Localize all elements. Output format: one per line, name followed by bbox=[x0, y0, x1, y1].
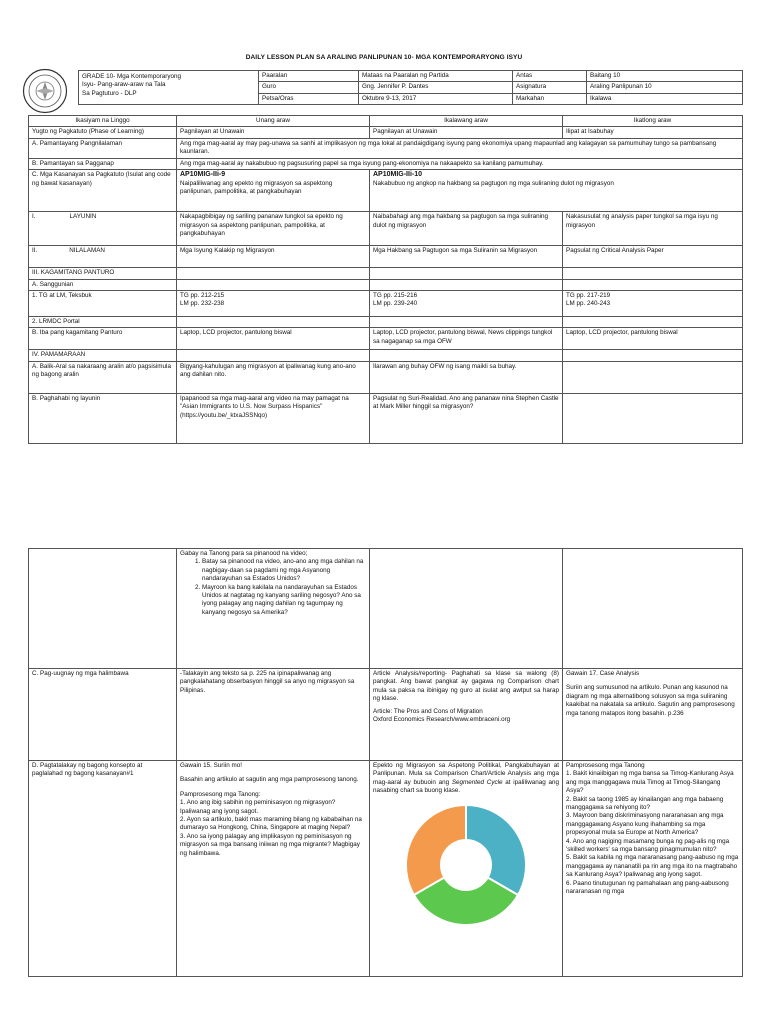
document-title: DAILY LESSON PLAN SA ARALING PANLIPUNAN 10- MGA KONTEMPORARYONG ISYU bbox=[245, 54, 523, 61]
cell: Ilarawan ang buhay OFW ng isang maikli sa buhay. bbox=[370, 361, 563, 393]
cell bbox=[177, 279, 370, 290]
article-analysis-text: Article Analysis/reporting- Paghahati sa klase sa walong (8) pangkat. Ang bawat pangkat ay gagawa ng Comparison chart mula sa paksa na ibinigay ng guro at isulat ang awtput sa harap ng klase. bbox=[373, 670, 559, 703]
lesson-plan-table-continued bbox=[28, 548, 743, 977]
table-row bbox=[29, 170, 743, 212]
row-label: B. Paghahabi ng layunin bbox=[29, 393, 177, 443]
cell bbox=[563, 761, 743, 977]
table-row bbox=[29, 328, 743, 350]
table-row bbox=[29, 158, 743, 169]
list-item: 5. Bakit sa kabila ng mga nararanasang pang-aabuso ng mga manggagawa ay nananatili pa rin ang mga ito na magtrabaho sa Kanlurang Asya? Ipaliwanag ang iyong sagot. bbox=[566, 854, 739, 879]
week-label: Ikasiyam na Linggo bbox=[29, 116, 177, 127]
cell: Ipapanood sa mga mag-aaral ang video na may pamagat na "Asian Immigrants to U.S. Now Surpass Hispanics" (https://youtu.be/_ktxaJSSNqo) bbox=[177, 393, 370, 443]
row-label: A. Balik-Aral sa nakaraang aralin at/o pagsisimula ng bagong aralin bbox=[29, 361, 177, 393]
header-label: Paaralan bbox=[259, 71, 359, 82]
row-label: B. Iba pang kagamitang Panturo bbox=[29, 328, 177, 350]
cell bbox=[177, 291, 370, 317]
text-part: Epekto ng Migrasyon sa Aspetong Politikal, Pangkabuhayan at Panlipunan. Mula sa Comparison Chart/Article Analysis ang mga mag-aaral ay bubuoin ang bbox=[373, 762, 559, 786]
table-row bbox=[29, 761, 743, 977]
header-label: Guro bbox=[259, 82, 359, 93]
table-row bbox=[29, 361, 743, 393]
day-1-header: Unang araw bbox=[177, 116, 370, 127]
reference-line: TG pp. 215-216 bbox=[373, 292, 418, 300]
day-3-header: Ikatlong araw bbox=[563, 116, 743, 127]
row-number: II. bbox=[32, 247, 38, 255]
list-item: 1. Bakit kinaiibigan ng mga bansa sa Timog-Kanlurang Asya ang mga manggagawa mula Timog at Timog-Silangang Asya? bbox=[566, 770, 734, 795]
header-label: Petsa/Oras bbox=[259, 93, 359, 104]
row-label: Yugto ng Pagkatuto (Phase of Learning) bbox=[29, 127, 177, 138]
reference-line: TG pp. 212-215 bbox=[180, 292, 225, 300]
article-title: Article: The Pros and Cons of Migration bbox=[373, 707, 483, 715]
header-label: Markahan bbox=[513, 93, 587, 104]
header-value: Mataas na Paaralan ng Partida bbox=[359, 71, 513, 82]
row-title: NILALAMAN bbox=[69, 247, 105, 255]
table-row bbox=[29, 138, 743, 158]
cell bbox=[370, 669, 563, 761]
cell bbox=[370, 291, 563, 317]
activity-text: Basahin ang artikulo at sagutin ang mga pamprosesong tanong. bbox=[180, 776, 359, 784]
header-value: Ikalawa bbox=[587, 93, 743, 104]
row-label: IV. PAMAMARAAN bbox=[29, 350, 177, 361]
table-row bbox=[29, 127, 743, 138]
cell bbox=[563, 291, 743, 317]
cell bbox=[370, 350, 563, 361]
day-2-header: Ikalawang araw bbox=[370, 116, 563, 127]
table-row bbox=[29, 212, 743, 246]
cell bbox=[563, 317, 743, 328]
segmented-cycle-text bbox=[373, 762, 559, 796]
row-label: B. Pamantayan sa Pagganap bbox=[29, 158, 177, 169]
row-label: C. Pag-uugnay ng mga halimbawa bbox=[29, 669, 177, 761]
activity-title: Gawain 17. Case Analysis bbox=[566, 670, 640, 677]
row-label: III. KAGAMITANG PANTURO bbox=[29, 268, 177, 279]
table-row bbox=[29, 291, 743, 317]
header-grade-line: Isyu- Pang-araw-araw na Tala bbox=[82, 81, 166, 89]
cell bbox=[563, 669, 743, 761]
header-value: Baitang 10 bbox=[587, 71, 743, 82]
cell bbox=[563, 268, 743, 279]
cell bbox=[370, 317, 563, 328]
reference-line: LM pp. 240-243 bbox=[566, 300, 611, 308]
activity-text: Suriin ang sumusunod na artikulo. Punan ang kasunod na diagram ng mga alternatibong solusyon sa mga suliraning kaakibat na nakatala sa artikulo. Sagutin ang pamprosesong mga tanong matapos itong basahin. p.236 bbox=[566, 684, 735, 717]
deped-seal bbox=[22, 68, 68, 114]
header-grade-line: Sa Pagtuturo - DLP bbox=[82, 89, 137, 97]
header-label: Asignatura bbox=[513, 82, 587, 93]
cell: Nakapagbibigay ng sariling pananaw tungkol sa epekto ng migrasyon sa aspektong panlipunan, pampolitika, at pangkabuhayan bbox=[177, 212, 370, 246]
cell bbox=[177, 317, 370, 328]
text-part-italic: Segmented Cycle bbox=[451, 778, 503, 786]
table-row bbox=[29, 393, 743, 443]
table-row bbox=[29, 317, 743, 328]
cell: Nakasusulat ng analysis paper tungkol sa mga isyu ng migrasyon bbox=[563, 212, 743, 246]
cell bbox=[177, 170, 370, 212]
row-label: A. Pamantayang Pangnilalaman bbox=[29, 138, 177, 158]
table-row bbox=[29, 350, 743, 361]
lesson-plan-table bbox=[28, 115, 743, 444]
list-item: 1. Batay sa pinanood na video, ano-ano ang mga dahilan na nagbigay-daan sa pagdami ng mga Asyanong nandarayuhan sa Estados Unidos? bbox=[202, 558, 366, 583]
cell: Ang mga mag-aaral ay nakabubuo ng pagsusuring papel sa mga isyung pang-ekonomiya na nakaapekto sa kanilang pamumuhay. bbox=[177, 158, 743, 169]
competency-text: Nakabubuo ng angkop na hakbang sa pagtugon ng mga suliraning dulot ng migrasyon bbox=[373, 179, 614, 187]
header-label: Antas bbox=[513, 71, 587, 82]
row-label: C. Mga Kasanayan sa Pagkatuto (Isulat ang code ng bawat kasanayan) bbox=[29, 170, 177, 212]
cell bbox=[177, 350, 370, 361]
questions-heading: Pamprosesong mga Tanong: bbox=[180, 790, 261, 798]
guide-intro: Gabay na Tanong para sa pinanood na video; bbox=[180, 550, 308, 557]
table-row bbox=[29, 246, 743, 268]
cell: Pagsulat ng Critical Analysis Paper bbox=[563, 246, 743, 268]
row-label: 2. LRMDC Portal bbox=[29, 317, 177, 328]
segmented-cycle-diagram bbox=[401, 800, 531, 930]
article-source: Oxford Economics Research/www.embraceni.org bbox=[373, 716, 511, 724]
cell bbox=[177, 549, 370, 669]
header-grade-cell bbox=[79, 71, 259, 105]
cell: Mga Hakbang sa Pagtugon sa mga Suliranin sa Migrasyon bbox=[370, 246, 563, 268]
cell: Pagnilayan at Unawain bbox=[370, 127, 563, 138]
row-label: 1. TG at LM, Teksbuk bbox=[29, 291, 177, 317]
cell: Bigyang-kahulugan ang migrasyon at ipaliwanag kung ano-ano ang dahilan nito. bbox=[177, 361, 370, 393]
cell bbox=[563, 279, 743, 290]
header-value: Gng. Jennifer P. Dantes bbox=[359, 82, 513, 93]
list-item: 2. Ayon sa artikulo, bakit mas maraming bilang ng kababaihan na dumarayo sa Hongkong, China, Singapore at maging Nepal? bbox=[180, 816, 362, 832]
cell bbox=[177, 268, 370, 279]
text-part: at ipaliliwanag ang nasabing chart sa buong klase. bbox=[373, 778, 560, 795]
row-label bbox=[29, 549, 177, 669]
guide-questions bbox=[180, 558, 366, 617]
cell bbox=[563, 361, 743, 393]
reference-line: LM pp. 232-238 bbox=[180, 300, 225, 308]
cell: Naibabahagi ang mga hakbang sa pagtugon sa mga suliraning dulot ng migrasyon bbox=[370, 212, 563, 246]
activity-title: Gawain 15. Suriin mo! bbox=[180, 762, 242, 769]
table-row bbox=[29, 669, 743, 761]
list-item: 3. Mayroon bang diskriminasyong nararanasan ang mga manggagawang Asyano kung ihahambing sa mga propesyonal mula sa Europe at North America? bbox=[566, 812, 724, 837]
header-value: Oktubre 9-13, 2017 bbox=[359, 93, 513, 104]
table-row bbox=[29, 279, 743, 290]
cell bbox=[370, 170, 743, 212]
row-number: I. bbox=[32, 213, 36, 221]
cell bbox=[563, 549, 743, 669]
header-grade-line: GRADE 10- Mga Kontemporaryong bbox=[82, 73, 182, 80]
table-row bbox=[29, 268, 743, 279]
cell bbox=[563, 350, 743, 361]
table-row bbox=[29, 116, 743, 127]
cell: Pagsulat ng Suri-Realidad. Ano ang pananaw nina Stephen Castle at Mark Miller hinggil sa migrasyon? bbox=[370, 393, 563, 443]
list-item: 4. Ano ang nagiging masamang bunga ng pag-alis ng mga 'skilled workers' sa mga bansang pinagmumulan nito? bbox=[566, 837, 730, 854]
cell bbox=[370, 549, 563, 669]
header-table bbox=[78, 70, 743, 105]
cell: Laptop, LCD projector, pantulong biswal bbox=[177, 328, 370, 350]
list-item: 6. Paano tinutugunan ng pamahalaan ang pang-aabusong nararanasan ng mga bbox=[566, 879, 729, 896]
row-label: D. Pagtatalakay ng bagong konsepto at paglalahad ng bagong kasanayan#1 bbox=[29, 761, 177, 977]
competency-code: AP10MIG-IIi-10 bbox=[373, 171, 423, 179]
list-item: 2. Bakit sa taong 1985 ay kinailangan ang mga babaeng manggagawa sa rehiyong ito? bbox=[566, 795, 724, 812]
cell: Ang mga mag-aaral ay may pag-unawa sa sanhi at implikasyon ng mga lokal at pandaigdigang isyung pang ekonomiya upang mapaunlad ang kalagayan sa pamumuhay tungo sa pambansang kaunlaran. bbox=[177, 138, 743, 158]
reference-line: TG pp. 217-219 bbox=[566, 292, 611, 300]
cell bbox=[370, 268, 563, 279]
cell: Ilipat at Isabuhay bbox=[563, 127, 743, 138]
questions-heading: Pamprosesong mga Tanong bbox=[566, 762, 645, 769]
list-item: 3. Ano sa iyong palagay ang implikasyon ng peminisasyon ng migrasyon sa mga bansang iniiwan ng mga migrante? Magbigay ng halimbawa. bbox=[180, 832, 360, 857]
cell bbox=[177, 761, 370, 977]
competency-code: AP10MIG-IIi-9 bbox=[180, 171, 226, 179]
row-title: LAYUNIN bbox=[69, 213, 97, 221]
cell: -Talakayin ang teksto sa p. 225 na ipinapaliwanag ang pangkalahatang obserbasyon hinggil sa anyo ng migrasyon sa Pilipinas. bbox=[177, 669, 370, 761]
cell bbox=[370, 279, 563, 290]
reference-line: LM pp. 239-240 bbox=[373, 300, 418, 308]
cell bbox=[370, 761, 563, 977]
row-label bbox=[29, 212, 177, 246]
list-item: 1. Ano ang ibig sabihin ng peminisasyon ng migrasyon? Ipaliwanag ang iyong sagot. bbox=[180, 799, 336, 815]
row-label bbox=[29, 246, 177, 268]
competency-text: Naipaliliwanag ang epekto ng migrasyon sa aspektong panlipunan, pampolitika, at pangkabuhayan bbox=[180, 179, 333, 196]
table-row bbox=[29, 549, 743, 669]
row-label: A. Sanggunian bbox=[29, 279, 177, 290]
header-value: Araling Panlipunan 10 bbox=[587, 82, 743, 93]
cell: Laptop, LCD projector, pantulong biswal bbox=[563, 328, 743, 350]
cell: Laptop, LCD projector, pantulong biswal, News clippings tungkol sa nagaganap sa mga OFW bbox=[370, 328, 563, 350]
cell: Pagnilayan at Unawain bbox=[177, 127, 370, 138]
list-item: 2. Mayroon ka bang kakilala na nandarayuhan sa Estados Unidos at nagtatag ng kanyang sariling negosyo? Ano sa iyong palagay ang naging dahilan ng tagumpay ng kanyang negosyo sa Amerika? bbox=[202, 584, 366, 618]
cell bbox=[563, 393, 743, 443]
cell: Mga Isyung Kalakip ng Migrasyon bbox=[177, 246, 370, 268]
